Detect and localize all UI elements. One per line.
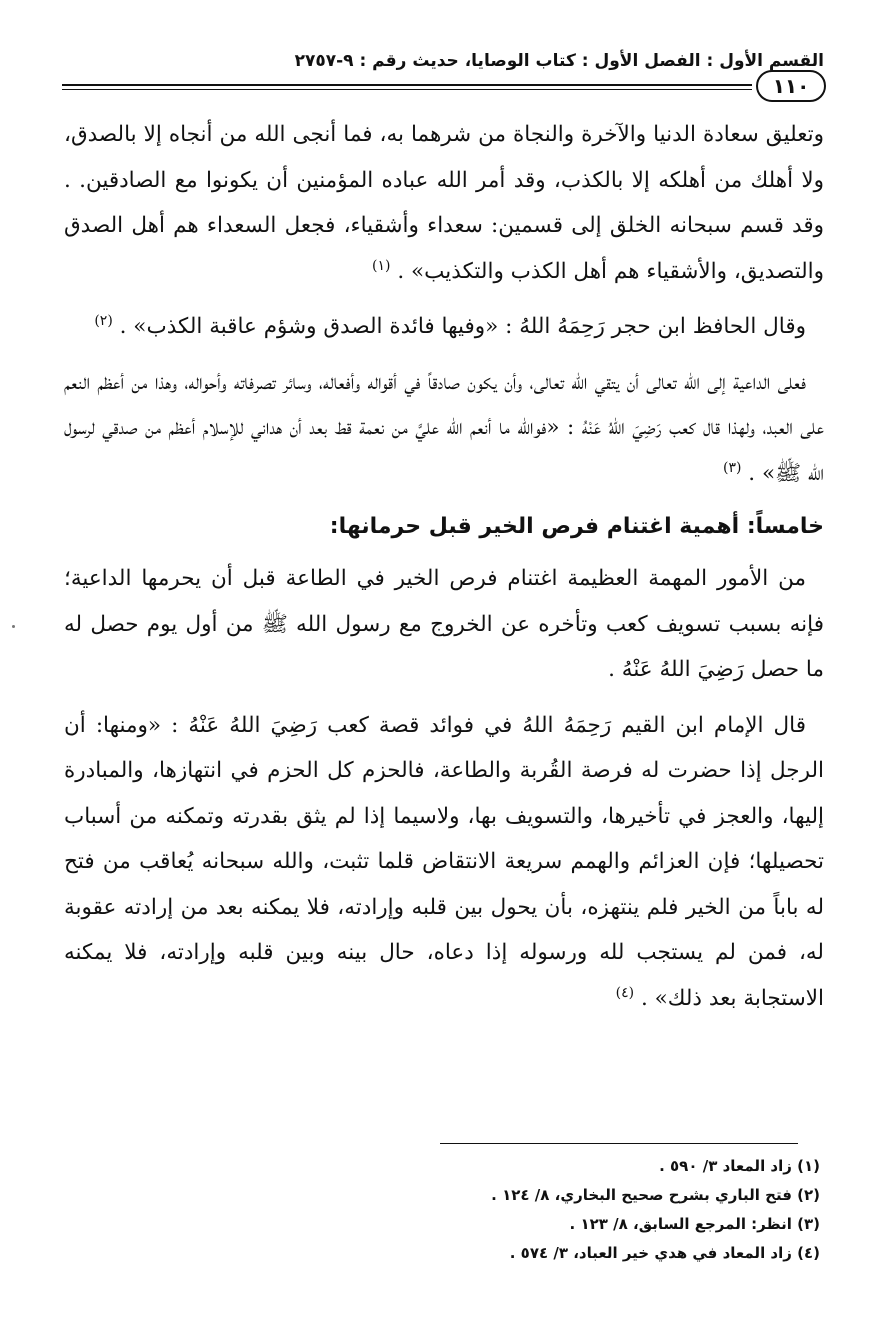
footnote-item: (٢) فتح الباري بشرح صحيح البخاري، ٨/ ١٢٤ . <box>491 1186 820 1204</box>
footnote-ref: (٢) <box>94 312 113 329</box>
footnote-ref: (٤) <box>615 984 635 1001</box>
paragraph-text: قال الإمام ابن القيم رَحِمَهُ اللهُ في فوائد قصة كعب رَضِيَ اللهُ عَنْهُ : «ومنها: أن الرجل إذا حضرت له فرصة القُربة والطاعة، فالحزم كل الحزم في انتهازها، والمبادرة إليها، والعجز في تأخيرها، والتسويف بها، ولاسيما إذا لم يثق بقدرته وتمكنه من أسباب تحصيلها؛ فإن العزائم والهمم سريعة الانتقاض قلما تثبت، والله سبحانه يُعاقب من فتح له باباً من الخير فلم ينتهزه، بأن يحول بين قلبه وإرادته، فلا يمكنه بعد من إرادته عقوبة له، فمن لم يستجب لله ورسوله إذا دعاه، حال بينه وبين قلبه وإرادته، فلا يمكنه الاستجابة بعد ذلك» . <box>64 712 824 1011</box>
header-rule <box>62 84 752 90</box>
paragraph <box>64 360 824 497</box>
footnote-separator <box>440 1143 798 1144</box>
footnote-item: (٣) انظر: المرجع السابق، ٨/ ١٢٣ . <box>569 1215 820 1233</box>
paragraph <box>64 304 824 350</box>
footnotes <box>64 1152 820 1268</box>
margin-mark <box>12 625 15 628</box>
footnote-item: (١) زاد المعاد ٣/ ٥٩٠ . <box>659 1157 820 1175</box>
paragraph <box>64 556 824 693</box>
main-text <box>64 112 824 1021</box>
paragraph <box>64 703 824 1022</box>
paragraph-text: وقال الحافظ ابن حجر رَحِمَهُ اللهُ : «وفيها فائدة الصدق وشؤم عاقبة الكذب» . <box>119 314 806 339</box>
paragraph-text: وتعليق سعادة الدنيا والآخرة والنجاة من شرهما به، فما أنجى الله من أنجاه إلا بالصدق، ولا أهلك من أهلكه إلا بالكذب، وقد أمر الله عباده المؤمنين أن يكونوا مع الصادقين. . وقد قسم سبحانه الخلق إلى قسمين: سعداء وأشقياء، فجعل السعداء هم أهل الصدق والتصديق، والأشقياء هم أهل الكذب والتكذيب» . <box>64 122 824 284</box>
paragraph <box>64 112 824 294</box>
paragraph-text: من الأمور المهمة العظيمة اغتنام فرص الخير في الطاعة قبل أن يحرمها الداعية؛ فإنه بسبب تسويف كعب وتأخره عن الخروج مع رسول الله ﷺ من أول يوم حصل له ما حصل رَضِيَ اللهُ عَنْهُ . <box>64 566 824 682</box>
section-heading: خامساً: أهمية اغتنام فرص الخير قبل حرمانها: <box>329 514 824 539</box>
page-number: ١١٠ <box>756 70 826 102</box>
paragraph-text: فعلى الداعية إلى الله تعالى أن يتقي الله تعالى، وأن يكون صادقاً في أقواله وأفعاله، وسائر تصرفاته وأحواله، وهذا من أعظم النعم على العبد، ولهذا قال كعب رَضِيَ اللهُ عَنْهُ : «فوالله ما أنعم الله عليَّ من نعمة قط بعد أن هداني للإسلام أعظم من صدقي لرسول الله ﷺ» . <box>64 369 824 486</box>
footnote-ref: (٣) <box>722 459 742 476</box>
footnote-ref: (١) <box>372 257 391 274</box>
running-header: القسم الأول : الفصل الأول : كتاب الوصايا، حديث رقم : ٩-٢٧٥٧ <box>294 51 824 71</box>
footnote-item: (٤) زاد المعاد في هدي خير العباد، ٣/ ٥٧٤ . <box>509 1244 820 1262</box>
